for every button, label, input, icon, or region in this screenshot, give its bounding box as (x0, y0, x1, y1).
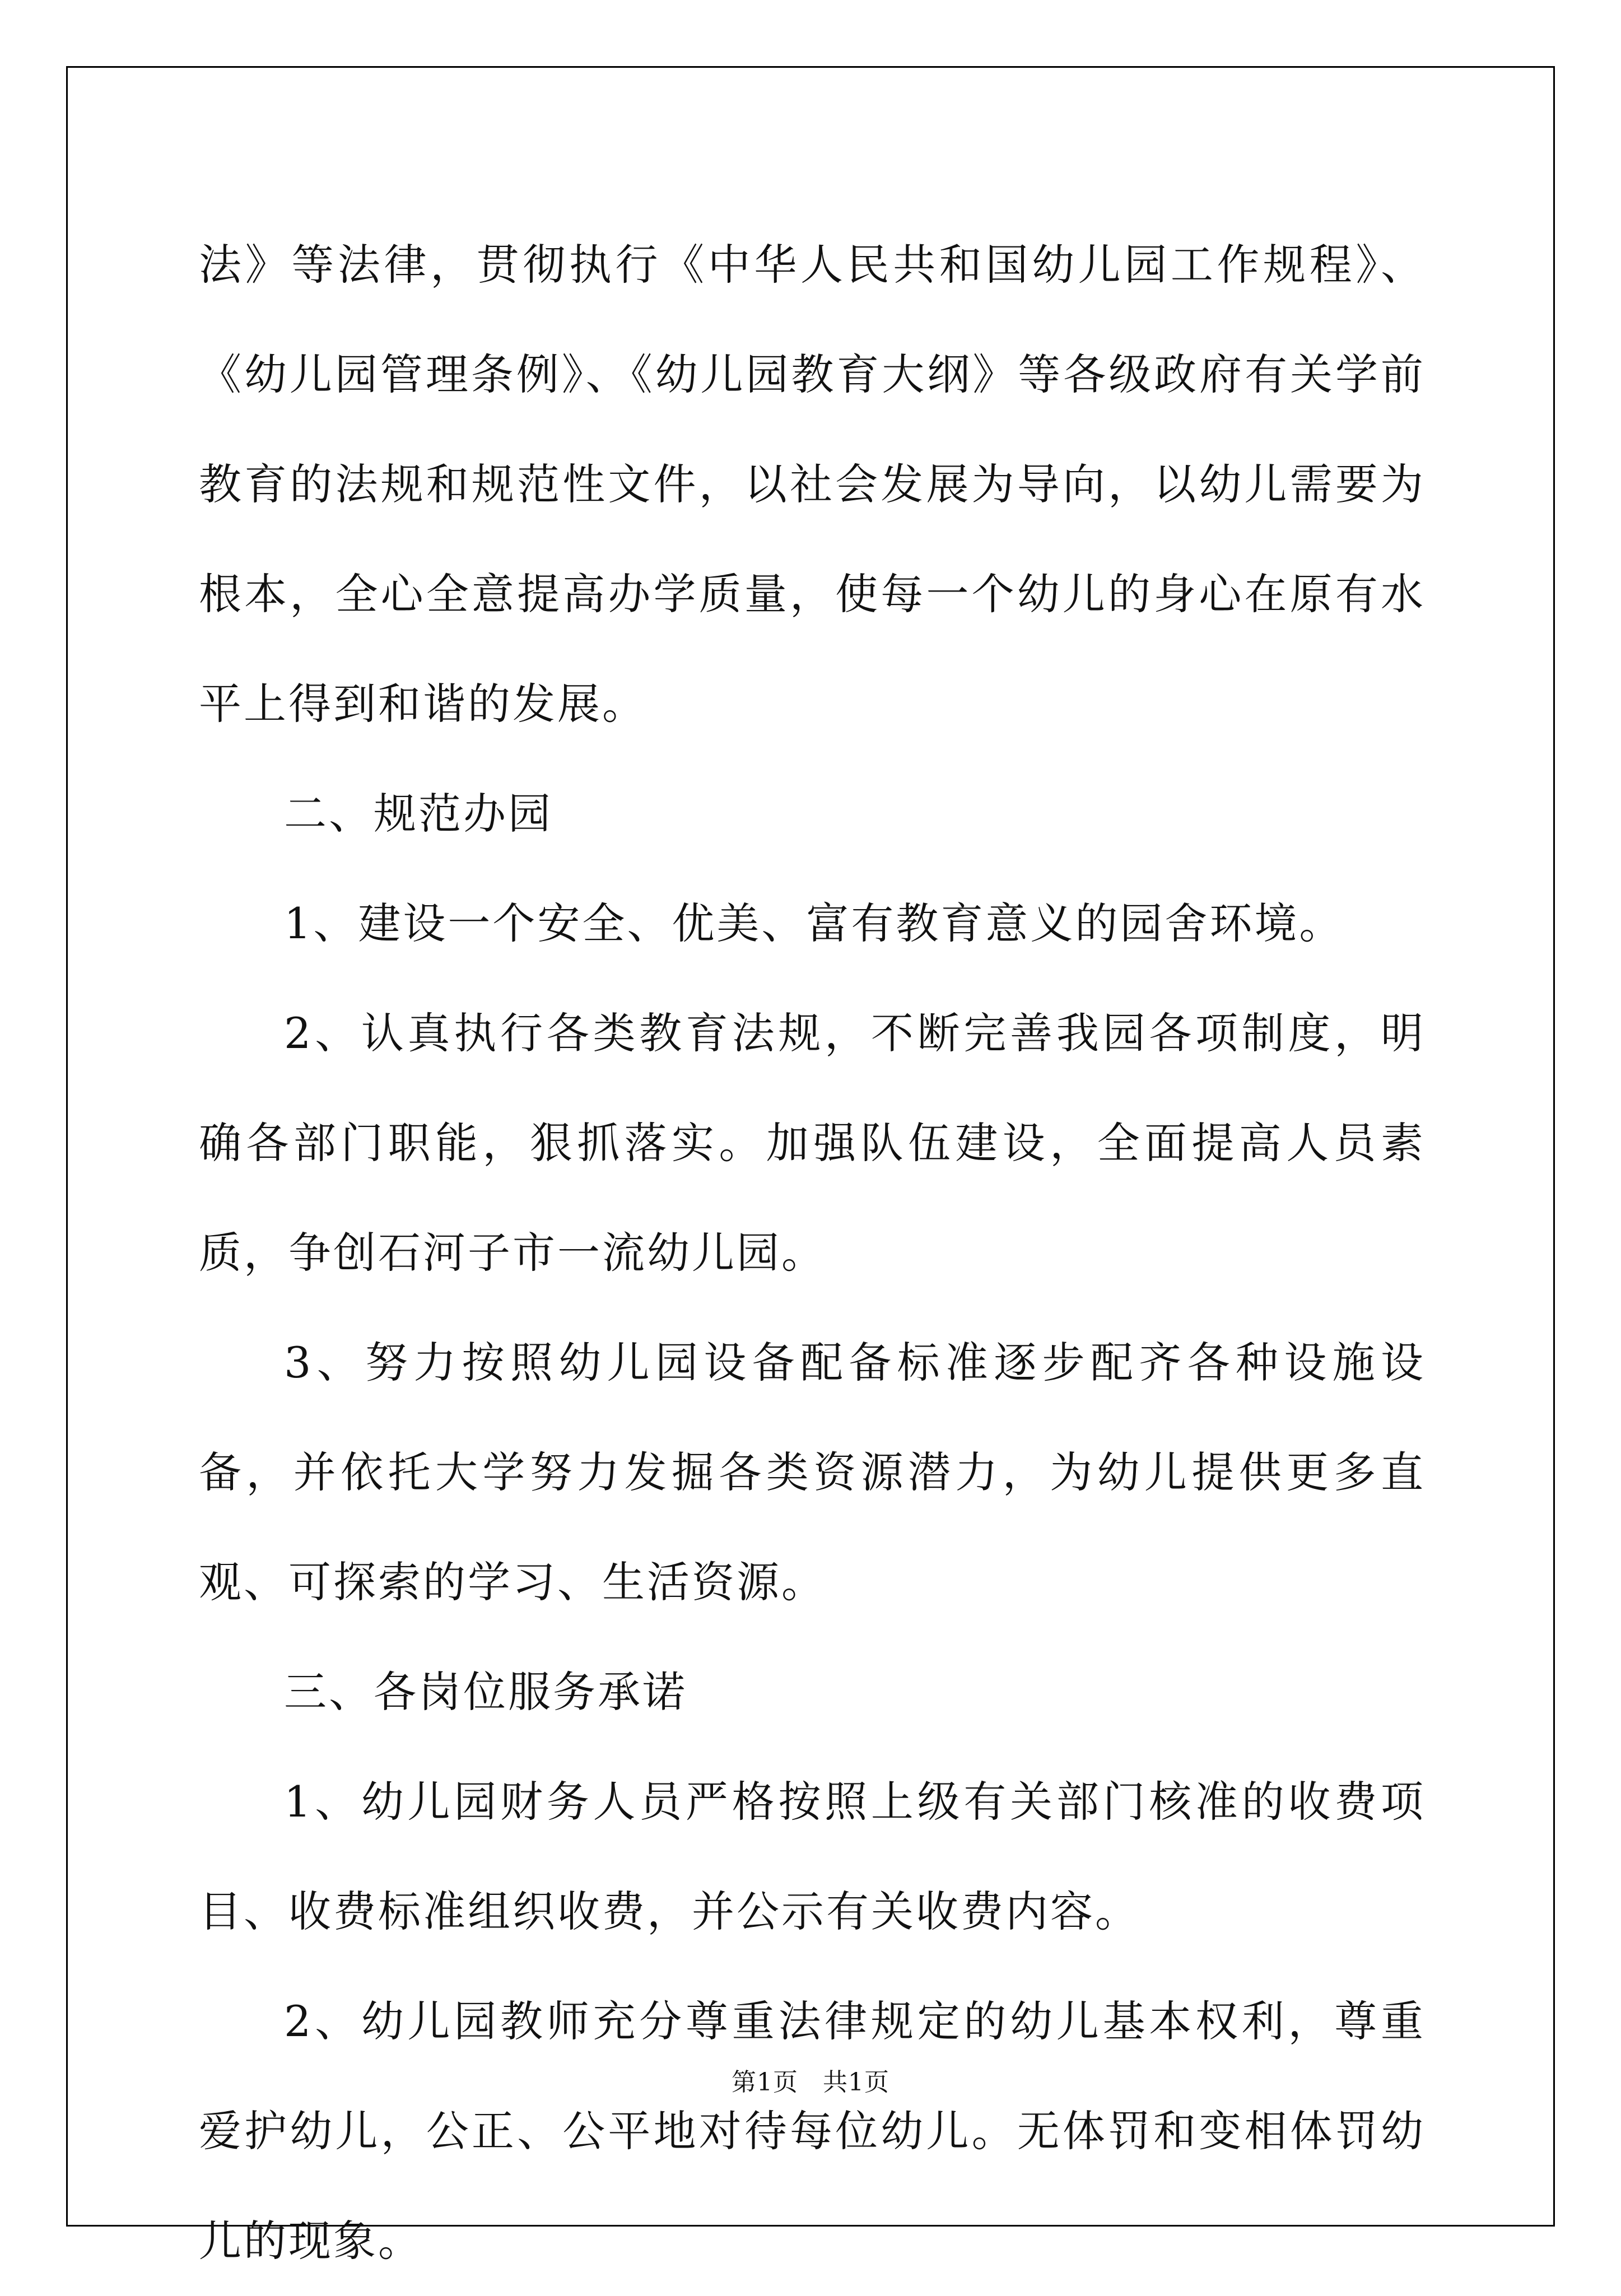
section-heading-2: 二、规范办园 (284, 789, 553, 839)
page-total: 共1页 (823, 2068, 889, 2097)
document-body (199, 210, 1426, 2296)
page-number: 第1页 (732, 2068, 798, 2097)
section-heading-3: 三、各岗位服务承诺 (284, 1667, 687, 1717)
paragraph-item-3-2: 2、幼儿园教师充分尊重法律规定的幼儿基本权利，尊重爱护幼儿，公正、公平地对待每位幼儿。无体罚和变相体罚幼儿的现象。 (199, 1996, 1426, 2266)
paragraph-item-2-1: 1、建设一个安全、优美、富有教育意义的园舍环境。 (284, 898, 1344, 948)
paragraph-item-2-2: 2、认真执行各类教育法规，不断完善我园各项制度，明确各部门职能，狠抓落实。加强队伍建设，全面提高人员素质，争创石河子市一流幼儿园。 (199, 1008, 1426, 1278)
paragraph-item-2-3: 3、努力按照幼儿园设备配备标准逐步配齐各种设施设备，并依托大学努力发掘各类资源潜力，为幼儿提供更多直观、可探索的学习、生活资源。 (199, 1338, 1426, 1607)
paragraph-item-3-1: 1、幼儿园财务人员严格按照上级有关部门核准的收费项目、收费标准组织收费，并公示有关收费内容。 (199, 1777, 1426, 1936)
page-footer (0, 2066, 1621, 2099)
paragraph-1: 法》等法律，贯彻执行《中华人民共和国幼儿园工作规程》、《幼儿园管理条例》、《幼儿园教育大纲》等各级政府有关学前教育的法规和规范性文件，以社会发展为导向，以幼儿需要为根本，全心全意提高办学质量，使每一个幼儿的身心在原有水平上得到和谐的发展。 (199, 240, 1426, 729)
